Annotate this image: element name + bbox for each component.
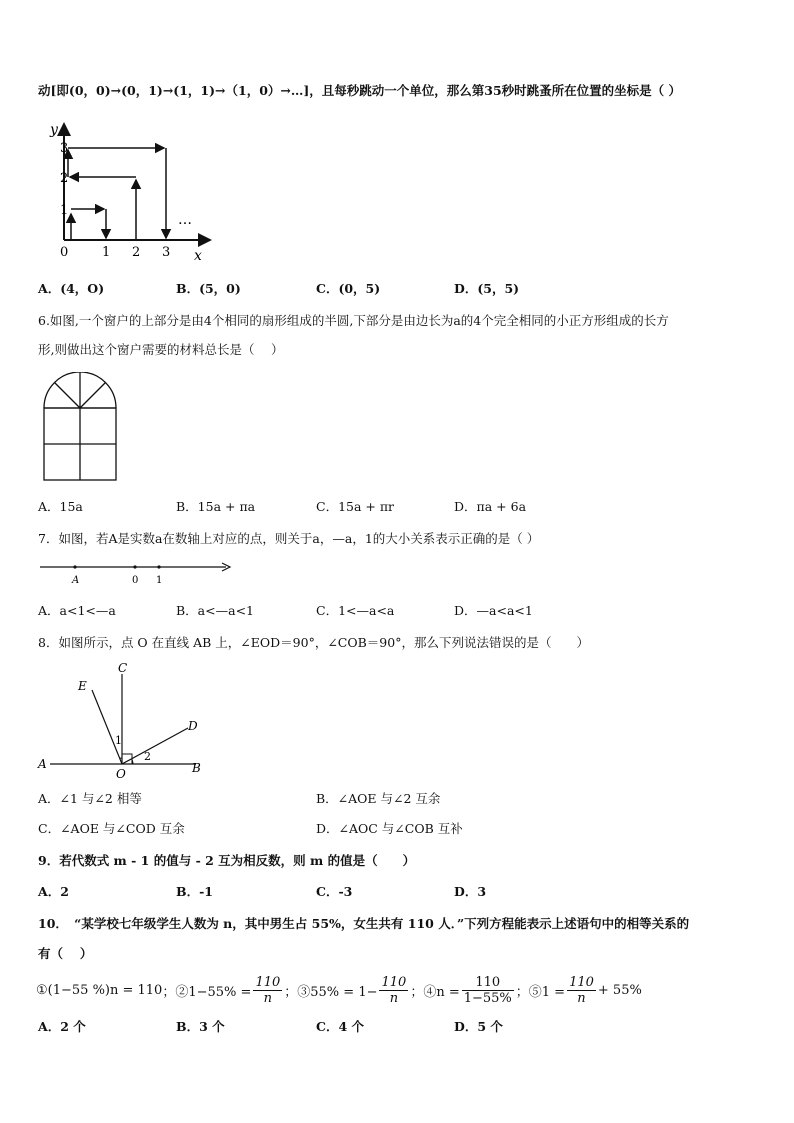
equation-2	[162, 975, 284, 1006]
zero-label: 0	[132, 575, 139, 586]
equation-1: ①(1−55 %)n = 110	[36, 982, 163, 998]
equation-3	[284, 975, 410, 1006]
tick-y-3: 3	[60, 141, 69, 156]
equation-2-left: ；②1−55% =	[162, 984, 252, 1000]
q8-option-a: A．∠1 与∠2 相等	[38, 791, 142, 806]
angle-2-label: 2	[144, 750, 151, 763]
q6-option-d: D．πa + 6a	[454, 499, 527, 514]
equation-5-fraction	[567, 975, 596, 1006]
q10-equations	[36, 970, 642, 1010]
q10-option-d: D．5 个	[454, 1019, 503, 1034]
q7-stem: 7．如图，若A是实数a在数轴上对应的点，则关于a，—a，1的大小关系表示正确的是（ ）	[38, 531, 540, 546]
label-c: C	[118, 661, 128, 675]
label-o: O	[116, 767, 126, 780]
eq3-denominator: n	[389, 990, 399, 1006]
q6-stem-line1: 6.如图,一个窗户的上部分是由4个相同的扇形组成的半圆,下部分是由边长为a的4个完全相同的小正方形组成的长方	[38, 313, 669, 328]
q10-stem-line2: 有（ ）	[38, 946, 93, 961]
q5-option-b: B．(5，0)	[176, 281, 241, 296]
q8-option-b: B．∠AOE 与∠2 互余	[316, 791, 441, 806]
eq5-numerator: 110	[569, 974, 594, 990]
equation-5-right: + 55%	[597, 982, 642, 998]
equation-3-fraction	[379, 975, 408, 1006]
q9-option-a: A．2	[38, 884, 69, 899]
q6-stem-line2: 形,则做出这个窗户需要的材料总长是（ ）	[38, 342, 284, 357]
equation-4-left: ；④n =	[410, 984, 460, 1000]
q8-angle-figure	[36, 658, 216, 780]
label-e: E	[78, 679, 87, 693]
label-d: D	[188, 719, 198, 733]
label-b: B	[192, 761, 201, 775]
q8-stem: 8．如图所示，点 O 在直线 AB 上，∠EOD＝90°，∠COB＝90°，那么下列说法错误的是（ ）	[38, 635, 589, 650]
q7-number-line	[38, 558, 234, 588]
eq4-numerator: 110	[462, 975, 514, 991]
q6-window-figure	[40, 372, 120, 484]
q10-option-a: A．2 个	[38, 1019, 86, 1034]
label-a: A	[38, 757, 47, 771]
equation-4-fraction	[462, 975, 514, 1006]
q10-stem-line1: 10． “某学校七年级学生人数为 n，其中男生占 55%，女生共有 110 人．”下列方程能表示上述语句中的相等关系的	[38, 916, 690, 931]
eq5-denominator: n	[577, 990, 586, 1006]
q7-option-a: A．a<1<—a	[38, 603, 116, 618]
angle-1-label: 1	[115, 734, 122, 747]
q9-option-d: D．3	[454, 884, 487, 899]
x-axis-label: x	[194, 248, 202, 264]
tick-x-2: 2	[132, 245, 141, 260]
q6-option-b: B．15a + πa	[176, 499, 256, 514]
q10-option-b: B．3 个	[176, 1019, 225, 1034]
equation-4	[410, 975, 515, 1006]
q5-option-a: A．(4，O)	[38, 281, 105, 296]
q5-coordinate-figure	[40, 118, 220, 266]
q6-option-c: C．15a + πr	[316, 499, 395, 514]
y-axis-label: y	[50, 122, 58, 138]
q6-option-a: A．15a	[38, 499, 83, 514]
one-label: 1	[156, 575, 163, 586]
tick-y-1: 1	[60, 203, 69, 218]
eq2-numerator: 110	[255, 974, 281, 990]
q5-stem: 动[即(0，0)→(0，1)→(1，1)→（1，0）→…]，且每秒跳动一个单位，那么第35秒时跳蚤所在位置的坐标是（ ）	[38, 83, 682, 98]
q8-option-c: C．∠AOE 与∠COD 互余	[38, 821, 185, 836]
continuation-dots: …	[178, 212, 192, 228]
eq4-denominator: 1−55%	[463, 990, 512, 1006]
equation-5-left: ；⑤1 =	[515, 984, 566, 1000]
q9-option-b: B．-1	[176, 884, 213, 899]
q9-option-c: C．-3	[316, 884, 353, 899]
q7-option-b: B．a<—a<1	[176, 603, 254, 618]
equation-2-fraction	[253, 975, 282, 1006]
q5-option-d: D．(5，5)	[454, 281, 520, 296]
eq2-denominator: n	[263, 990, 273, 1006]
tick-x-0: 0	[60, 245, 69, 260]
q5-option-c: C．(0，5)	[316, 281, 381, 296]
q10-option-c: C．4 个	[316, 1019, 364, 1034]
q7-option-c: C．1<—a<a	[316, 603, 395, 618]
equation-3-left: ；③55% = 1−	[284, 984, 378, 1000]
tick-x-1: 1	[102, 245, 111, 260]
q8-option-d: D．∠AOC 与∠COB 互补	[316, 821, 463, 836]
point-a-label: A	[72, 575, 80, 586]
q7-option-d: D．—a<a<1	[454, 603, 533, 618]
tick-y-2: 2	[60, 171, 69, 186]
equation-5	[516, 975, 642, 1006]
eq3-numerator: 110	[381, 974, 407, 990]
tick-x-3: 3	[162, 245, 171, 260]
q9-stem: 9．若代数式 m - 1 的值与 - 2 互为相反数，则 m 的值是（ ）	[38, 853, 416, 868]
